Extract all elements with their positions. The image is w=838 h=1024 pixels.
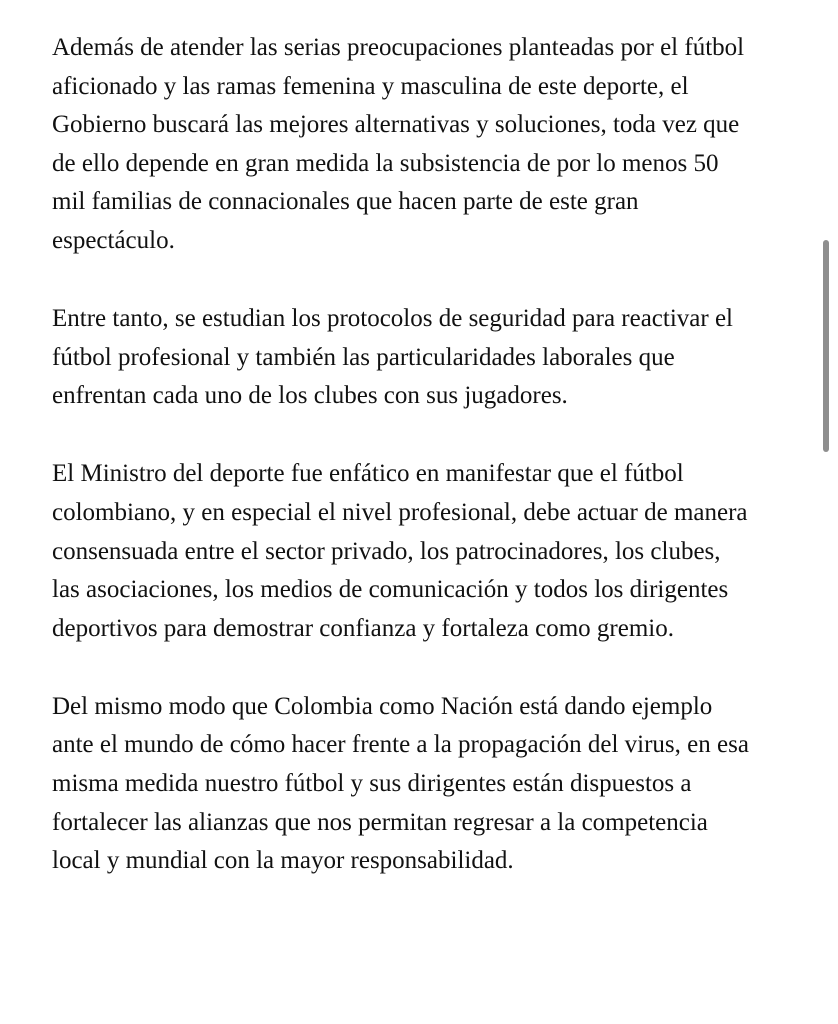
text-line: Además de atender las serias preocupaciones planteadas por el fútbol <box>52 34 745 61</box>
text-line: fortalecer las alianzas que nos permitan regresar a la competencia <box>52 808 708 836</box>
text-line: fútbol profesional y también las particularidades laborales que <box>52 343 675 371</box>
text-line: colombiano, y en especial el nivel profesional, debe actuar de manera <box>52 498 748 526</box>
paragraph <box>52 455 832 648</box>
text-line: Del mismo modo que Colombia como Nación está dando ejemplo <box>52 692 713 720</box>
vertical-scrollbar[interactable] <box>823 240 829 452</box>
text-line: Gobierno buscará las mejores alternativas y soluciones, toda vez que <box>52 111 740 139</box>
text-line: las asociaciones, los medios de comunicación y todos los dirigentes <box>52 576 729 604</box>
article-body <box>52 29 832 920</box>
text-line: mil familias de connacionales que hacen parte de este gran <box>52 188 639 216</box>
text-line: El Ministro del deporte fue enfático en manifestar que el fútbol <box>52 460 684 488</box>
text-line: local y mundial con la mayor responsabilidad. <box>52 847 514 875</box>
text-line: enfrentan cada uno de los clubes con sus jugadores. <box>52 382 568 410</box>
text-line: deportivos para demostrar confianza y fortaleza como gremio. <box>52 614 674 642</box>
paragraph <box>52 688 832 881</box>
text-line: espectáculo. <box>52 226 175 254</box>
text-line: ante el mundo de cómo hacer frente a la propagación del virus, en esa <box>52 731 749 759</box>
paragraph <box>52 300 832 416</box>
text-line: consensuada entre el sector privado, los patrocinadores, los clubes, <box>52 537 721 565</box>
text-line: Entre tanto, se estudian los protocolos de seguridad para reactivar el <box>52 305 734 333</box>
text-line: aficionado y las ramas femenina y masculina de este deporte, el <box>52 72 689 100</box>
paragraph <box>52 29 832 261</box>
text-line: de ello depende en gran medida la subsistencia de por lo menos 50 <box>52 149 719 177</box>
text-line: misma medida nuestro fútbol y sus dirigentes están dispuestos a <box>52 770 692 797</box>
